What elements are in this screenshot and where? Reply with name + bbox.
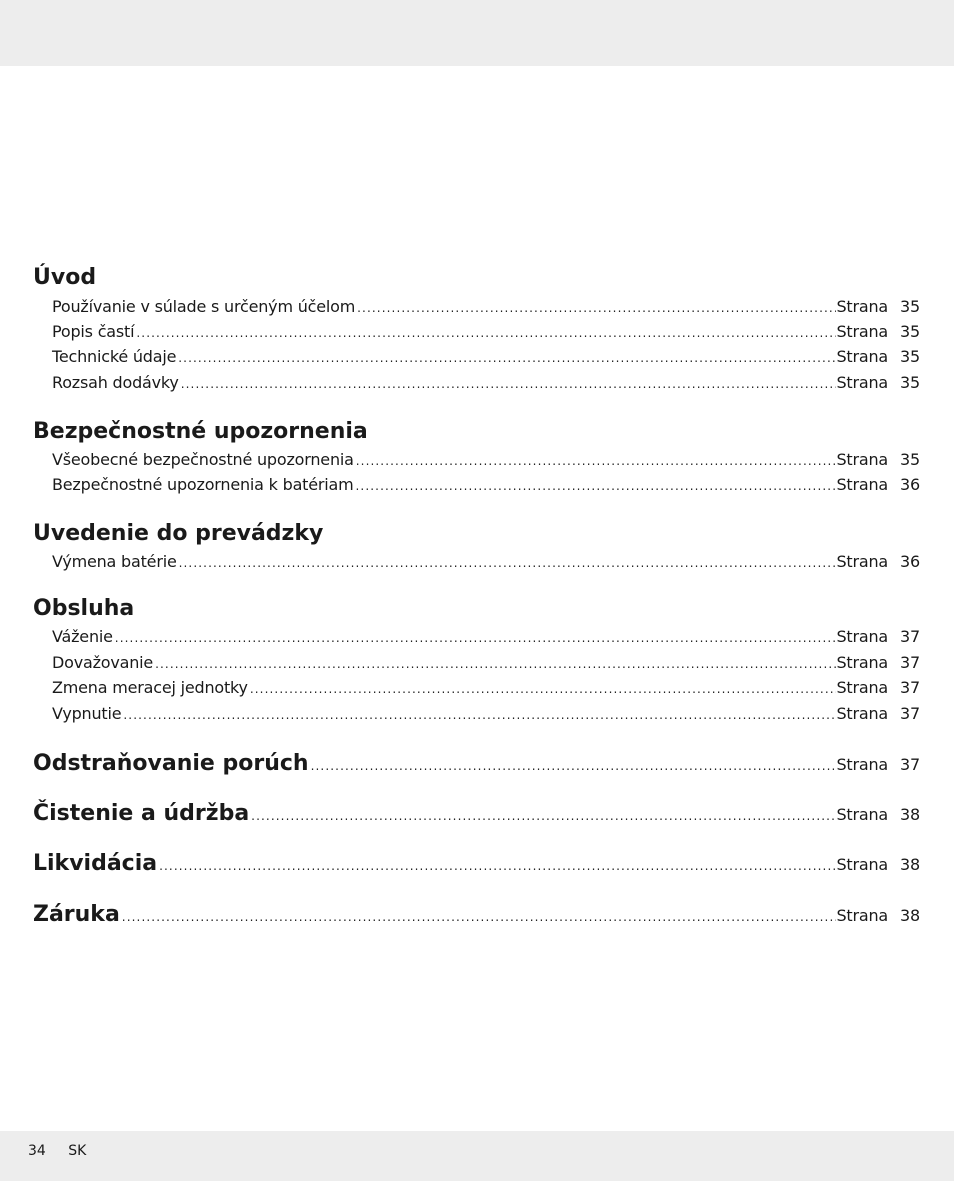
toc-entry-page: Strana 36 (836, 552, 920, 571)
toc-heading-label: Bezpečnostné upozornenia (33, 419, 368, 444)
header-band (0, 0, 954, 66)
dot-leader (178, 346, 836, 370)
toc-entry[interactable] (52, 625, 920, 650)
toc-entry[interactable] (52, 345, 920, 370)
toc-entry-page: Strana 35 (836, 450, 920, 469)
toc-entry[interactable] (52, 473, 920, 498)
toc-heading-label: Záruka (33, 902, 120, 927)
toc-heading-bezpecnostne[interactable] (33, 417, 920, 447)
toc-heading-label: Likvidácia (33, 851, 158, 876)
toc-heading-label: Uvedenie do prevádzky (33, 521, 324, 546)
dot-leader (356, 449, 837, 473)
toc-entry-label: Technické údaje (52, 347, 177, 366)
toc-entry-label: Popis častí (52, 322, 135, 341)
toc-entry[interactable] (52, 371, 920, 396)
dot-leader (115, 626, 837, 650)
toc-entry-page: Strana 37 (836, 678, 920, 697)
toc-entry-page: Strana 37 (836, 627, 920, 646)
toc-entry[interactable] (52, 702, 920, 727)
toc-entry-label: Vypnutie (52, 704, 122, 723)
dot-leader (136, 321, 836, 345)
toc-entry[interactable] (52, 550, 920, 575)
toc-heading-obsluha[interactable] (33, 594, 920, 624)
dot-leader (123, 703, 836, 727)
dot-leader (181, 372, 837, 396)
toc-heading-page: Strana 37 (836, 755, 920, 774)
toc-heading-page: Strana 38 (836, 906, 920, 925)
toc-heading-label: Odstraňovanie porúch (33, 751, 309, 776)
toc-entry[interactable] (52, 448, 920, 473)
dot-leader (357, 296, 836, 320)
toc-heading-label: Čistenie a údržba (33, 801, 250, 826)
footer-band (0, 1131, 954, 1181)
toc-heading-page: Strana 38 (836, 855, 920, 874)
toc-entry-page: Strana 37 (836, 653, 920, 672)
toc-heading-likvidacia[interactable] (33, 849, 920, 881)
page-number: 34 (28, 1143, 46, 1159)
toc-entry-page: Strana 35 (836, 297, 920, 316)
toc-entry-label: Všeobecné bezpečnostné upozornenia (52, 450, 354, 469)
toc-entry-page: Strana 37 (836, 704, 920, 723)
dot-leader (155, 652, 836, 676)
toc-entry-label: Dovažovanie (52, 653, 154, 672)
toc-entry-label: Zmena meracej jednotky (52, 678, 248, 697)
toc-heading-label: Úvod (33, 265, 97, 290)
toc-entry[interactable] (52, 295, 920, 320)
toc-heading-zaruka[interactable] (33, 900, 920, 932)
dot-leader (251, 801, 836, 831)
toc-heading-page: Strana 38 (836, 805, 920, 824)
toc-entry-page: Strana 35 (836, 373, 920, 392)
dot-leader (159, 851, 836, 881)
toc-entry-label: Rozsah dodávky (52, 373, 179, 392)
toc-entry-label: Váženie (52, 627, 113, 646)
toc-entry-label: Používanie v súlade s určeným účelom (52, 297, 356, 316)
toc-entry-page: Strana 36 (836, 475, 920, 494)
toc-heading-odstranovanie[interactable] (33, 749, 920, 781)
language-code: SK (68, 1143, 87, 1159)
toc-entry-page: Strana 35 (836, 347, 920, 366)
dot-leader (122, 902, 837, 932)
dot-leader (179, 551, 837, 575)
toc-entry[interactable] (52, 676, 920, 701)
toc-entry-label: Výmena batérie (52, 552, 177, 571)
page-footer (28, 1141, 86, 1161)
toc-entry-page: Strana 35 (836, 322, 920, 341)
toc-heading-label: Obsluha (33, 596, 135, 621)
dot-leader (311, 751, 837, 781)
toc-entry-label: Bezpečnostné upozornenia k batériam (52, 475, 354, 494)
dot-leader (250, 677, 837, 701)
toc-heading-uvedenie[interactable] (33, 519, 920, 549)
toc-heading-uvod[interactable] (33, 263, 920, 293)
toc-entry[interactable] (52, 651, 920, 676)
dot-leader (356, 474, 837, 498)
toc-entry[interactable] (52, 320, 920, 345)
toc-heading-cistenie[interactable] (33, 799, 920, 831)
